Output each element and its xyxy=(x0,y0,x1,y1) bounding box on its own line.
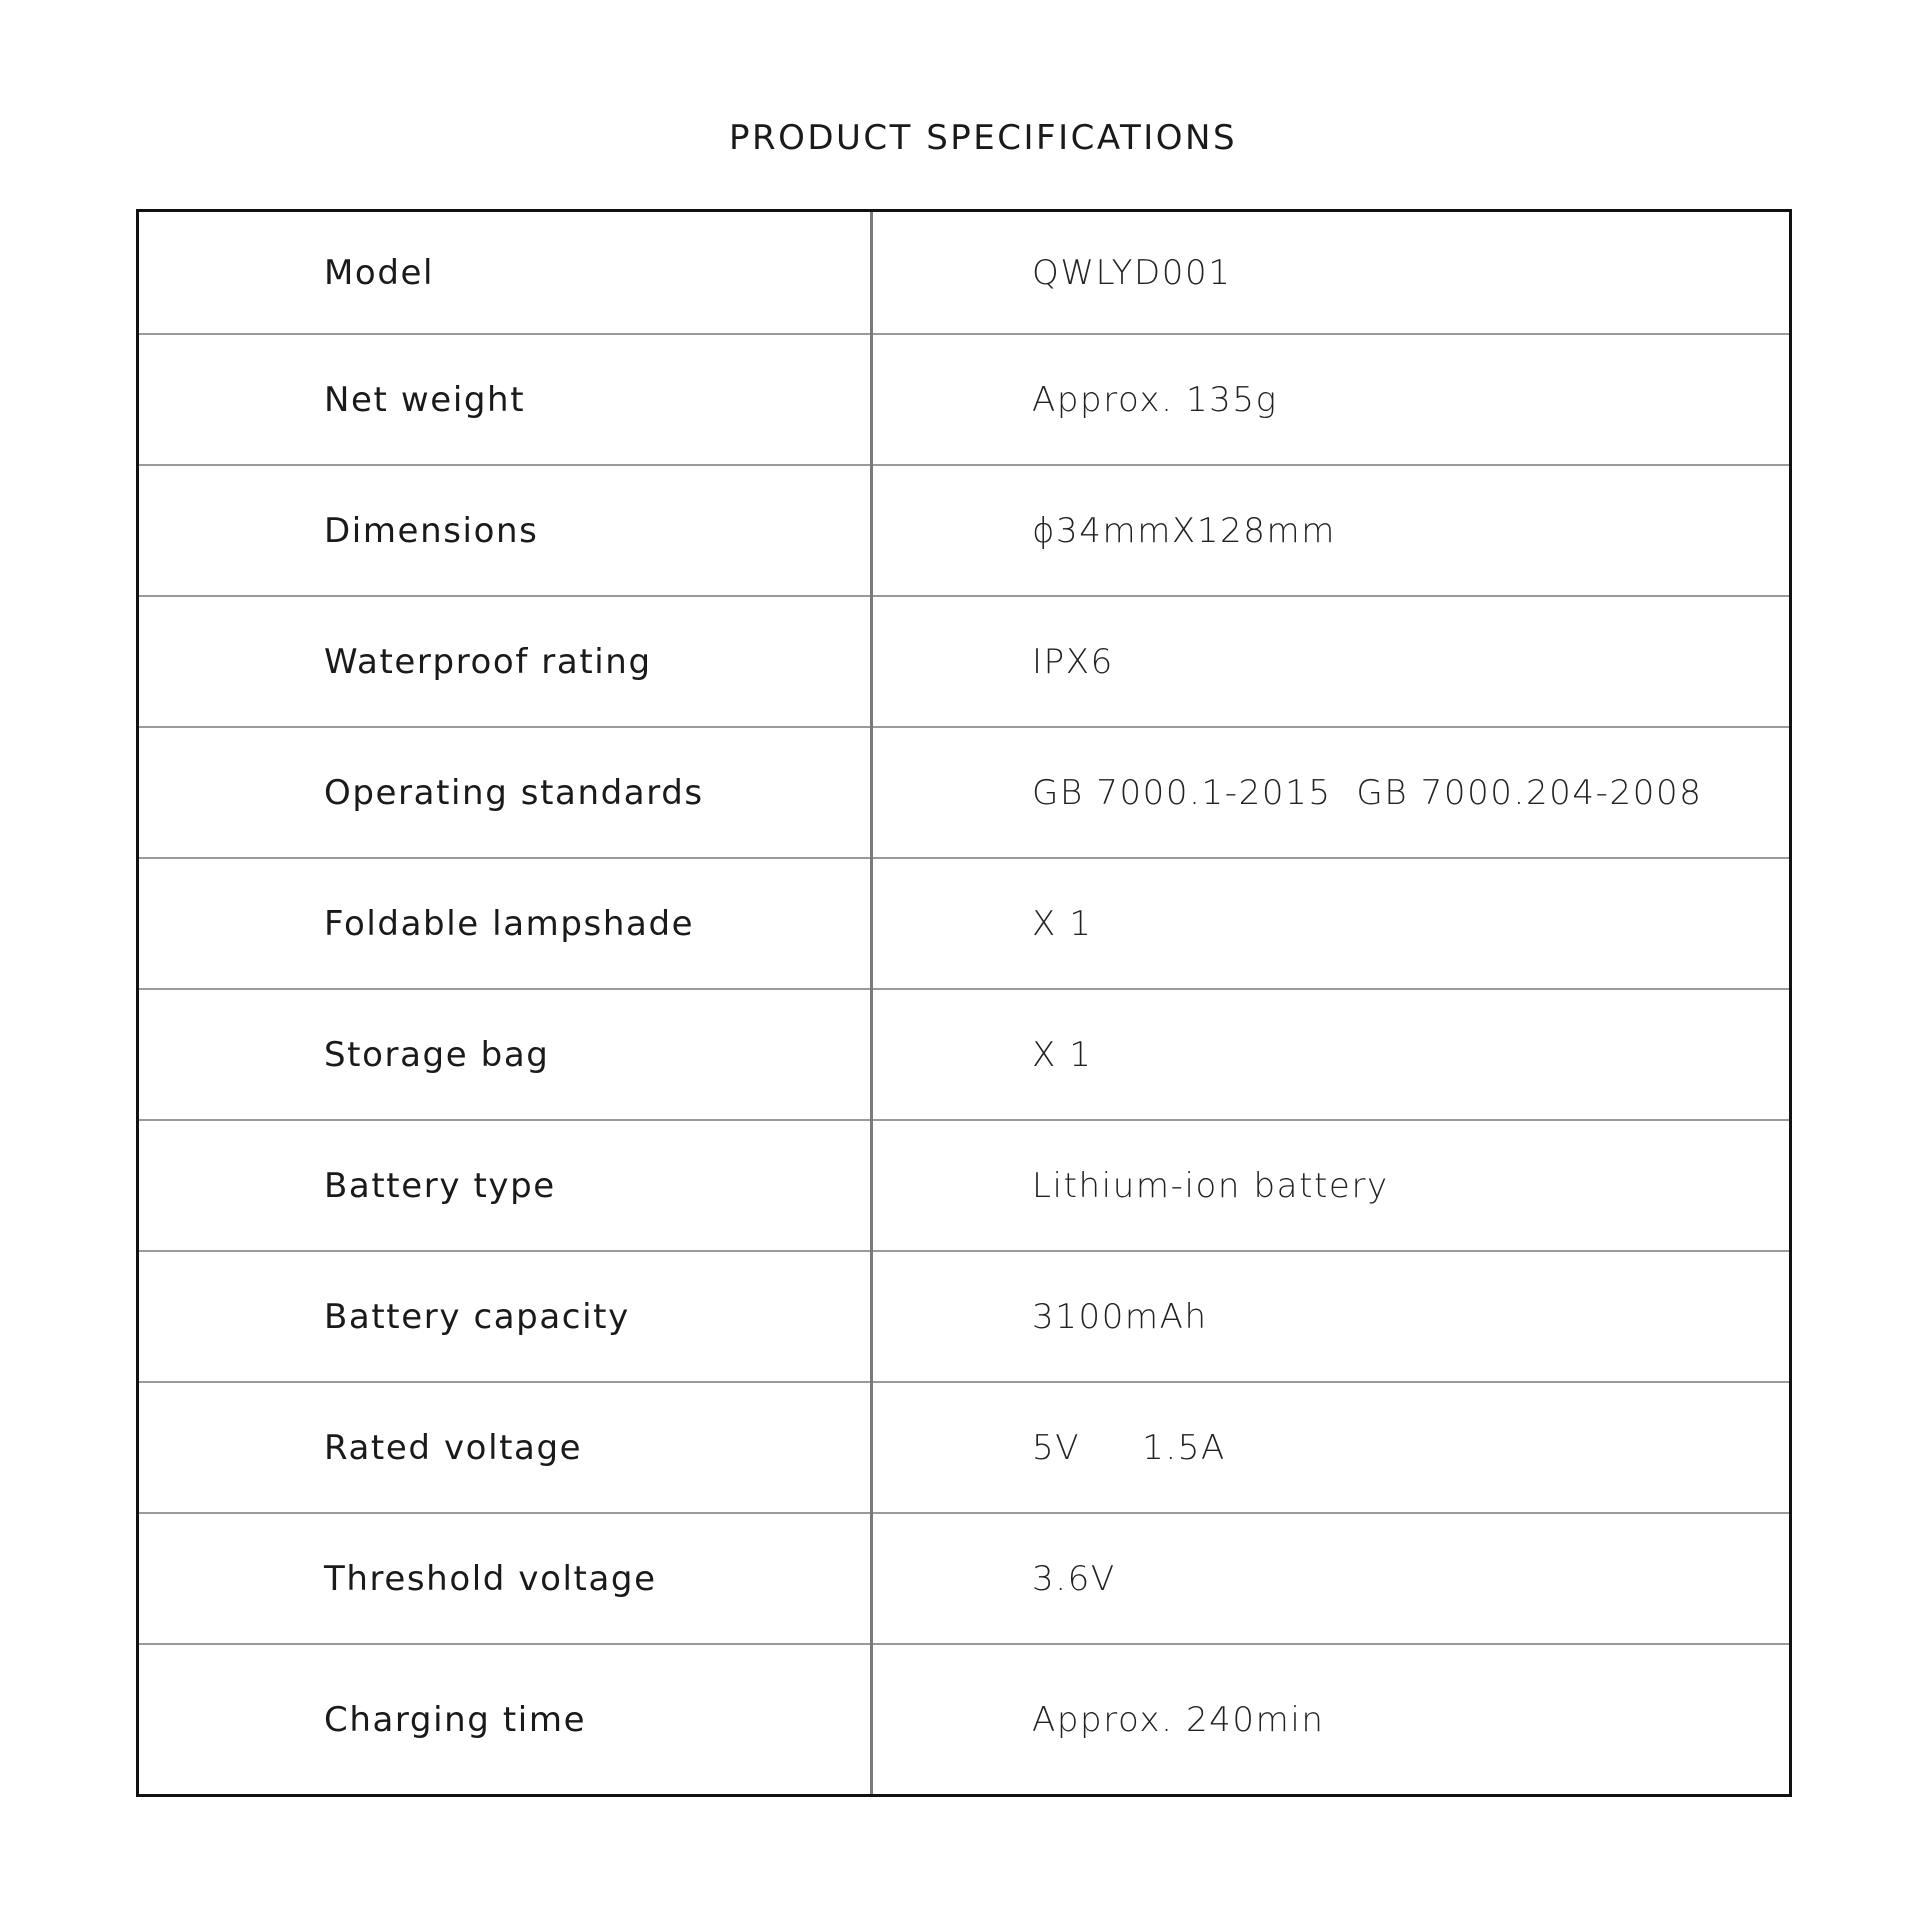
spec-value-foldable-lampshade: X 1 xyxy=(870,859,1789,990)
page-title: PRODUCT SPECIFICATIONS xyxy=(728,118,1238,158)
spec-label-threshold-voltage: Threshold voltage xyxy=(139,1514,870,1645)
spec-value-storage-bag: X 1 xyxy=(870,990,1789,1121)
spec-value-waterproof-rating: IPX6 xyxy=(870,597,1789,728)
spec-label-waterproof-rating: Waterproof rating xyxy=(139,597,870,728)
spec-label-battery-type: Battery type xyxy=(139,1121,870,1252)
spec-label-foldable-lampshade: Foldable lampshade xyxy=(139,859,870,990)
spec-label-operating-standards: Operating standards xyxy=(139,728,870,859)
spec-table xyxy=(136,209,1792,1797)
spec-value-dimensions: ϕ34mmX128mm xyxy=(870,466,1789,597)
spec-value-threshold-voltage: 3.6V xyxy=(870,1514,1789,1645)
spec-value-charging-time: Approx. 240min xyxy=(1032,1700,1325,1740)
spec-label-battery-capacity: Battery capacity xyxy=(139,1252,870,1383)
spec-value-model: QWLYD001 xyxy=(870,212,1789,335)
spec-label-rated-voltage: Rated voltage xyxy=(139,1383,870,1514)
column-divider xyxy=(870,212,873,1794)
spec-value-battery-type: Lithium-ion battery xyxy=(870,1121,1789,1252)
spec-label-charging-time: Charging time xyxy=(324,1700,587,1740)
spec-value-battery-capacity: 3100mAh xyxy=(870,1252,1789,1383)
spec-value-rated-voltage: 5V 1.5A xyxy=(870,1383,1789,1514)
spec-value-net-weight: Approx. 135g xyxy=(870,335,1789,466)
spec-label-net-weight: Net weight xyxy=(139,335,870,466)
spec-label-dimensions: Dimensions xyxy=(139,466,870,597)
spec-label-model: Model xyxy=(139,212,870,335)
spec-label-storage-bag: Storage bag xyxy=(139,990,870,1121)
spec-value-operating-standards: GB 7000.1-2015 GB 7000.204-2008 xyxy=(870,728,1789,859)
